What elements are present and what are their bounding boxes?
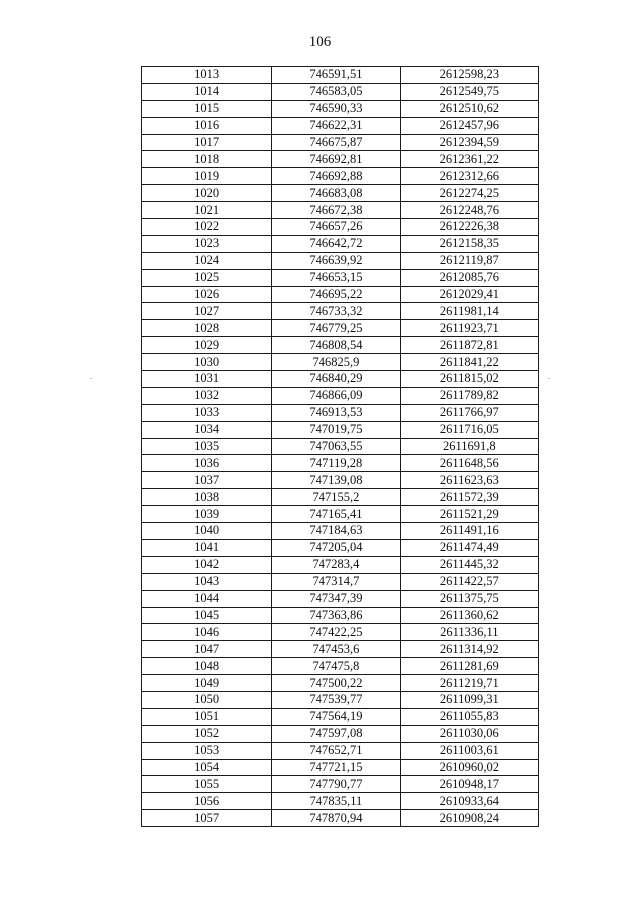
point-number-cell: 1047: [142, 641, 272, 658]
point-number-cell: 1050: [142, 691, 272, 708]
point-number-cell: 1021: [142, 202, 272, 219]
table-row: [142, 303, 539, 320]
x-coordinate-cell: 746590,33: [272, 100, 400, 117]
table-row: [142, 708, 539, 725]
point-number-cell: 1038: [142, 489, 272, 506]
table-row: [142, 624, 539, 641]
table-row: [142, 252, 539, 269]
x-coordinate-cell: 747063,55: [272, 438, 400, 455]
y-coordinate-cell: 2611981,14: [400, 303, 538, 320]
y-coordinate-cell: 2610960,02: [400, 759, 538, 776]
point-number-cell: 1048: [142, 658, 272, 675]
table-row: [142, 421, 539, 438]
x-coordinate-cell: 746840,29: [272, 371, 400, 388]
x-coordinate-cell: 746639,92: [272, 252, 400, 269]
point-number-cell: 1019: [142, 168, 272, 185]
point-number-cell: 1046: [142, 624, 272, 641]
y-coordinate-cell: 2612598,23: [400, 67, 538, 84]
x-coordinate-cell: 746913,53: [272, 404, 400, 421]
point-number-cell: 1029: [142, 337, 272, 354]
y-coordinate-cell: 2611923,71: [400, 320, 538, 337]
x-coordinate-cell: 746622,31: [272, 117, 400, 134]
x-coordinate-cell: 747347,39: [272, 590, 400, 607]
x-coordinate-cell: 746692,81: [272, 151, 400, 168]
x-coordinate-cell: 747155,2: [272, 489, 400, 506]
x-coordinate-cell: 747870,94: [272, 810, 400, 827]
table-row: [142, 286, 539, 303]
table-row: [142, 67, 539, 84]
table-row: [142, 320, 539, 337]
point-number-cell: 1023: [142, 235, 272, 252]
y-coordinate-cell: 2612248,76: [400, 202, 538, 219]
x-coordinate-cell: 747314,7: [272, 573, 400, 590]
table-row: [142, 371, 539, 388]
table-row: [142, 489, 539, 506]
point-number-cell: 1028: [142, 320, 272, 337]
point-number-cell: 1049: [142, 675, 272, 692]
y-coordinate-cell: 2611445,32: [400, 556, 538, 573]
point-number-cell: 1036: [142, 455, 272, 472]
table-row: [142, 590, 539, 607]
table-row: [142, 776, 539, 793]
x-coordinate-cell: 747475,8: [272, 658, 400, 675]
table-row: [142, 506, 539, 523]
table-row: [142, 168, 539, 185]
coordinates-table-body: [142, 67, 539, 827]
y-coordinate-cell: 2612029,41: [400, 286, 538, 303]
y-coordinate-cell: 2611716,05: [400, 421, 538, 438]
table-row: [142, 759, 539, 776]
point-number-cell: 1024: [142, 252, 272, 269]
point-number-cell: 1031: [142, 371, 272, 388]
y-coordinate-cell: 2611623,63: [400, 472, 538, 489]
table-row: [142, 641, 539, 658]
x-coordinate-cell: 747453,6: [272, 641, 400, 658]
table-row: [142, 354, 539, 371]
coordinates-table: [141, 66, 539, 827]
table-row: [142, 117, 539, 134]
table-row: [142, 219, 539, 236]
table-row: [142, 134, 539, 151]
table-row: [142, 387, 539, 404]
x-coordinate-cell: 746779,25: [272, 320, 400, 337]
table-row: [142, 556, 539, 573]
table-row: [142, 793, 539, 810]
y-coordinate-cell: 2611872,81: [400, 337, 538, 354]
y-coordinate-cell: 2611003,61: [400, 742, 538, 759]
y-coordinate-cell: 2611336,11: [400, 624, 538, 641]
point-number-cell: 1022: [142, 219, 272, 236]
point-number-cell: 1026: [142, 286, 272, 303]
table-row: [142, 202, 539, 219]
table-row: [142, 404, 539, 421]
table-row: [142, 607, 539, 624]
y-coordinate-cell: 2610908,24: [400, 810, 538, 827]
y-coordinate-cell: 2611030,06: [400, 725, 538, 742]
point-number-cell: 1030: [142, 354, 272, 371]
x-coordinate-cell: 746692,88: [272, 168, 400, 185]
point-number-cell: 1044: [142, 590, 272, 607]
point-number-cell: 1054: [142, 759, 272, 776]
y-coordinate-cell: 2612119,87: [400, 252, 538, 269]
x-coordinate-cell: 747283,4: [272, 556, 400, 573]
table-row: [142, 658, 539, 675]
x-coordinate-cell: 747539,77: [272, 691, 400, 708]
point-number-cell: 1041: [142, 539, 272, 556]
table-row: [142, 691, 539, 708]
point-number-cell: 1057: [142, 810, 272, 827]
y-coordinate-cell: 2611841,22: [400, 354, 538, 371]
y-coordinate-cell: 2611099,31: [400, 691, 538, 708]
x-coordinate-cell: 746695,22: [272, 286, 400, 303]
x-coordinate-cell: 747597,08: [272, 725, 400, 742]
y-coordinate-cell: 2611055,83: [400, 708, 538, 725]
x-coordinate-cell: 747165,41: [272, 506, 400, 523]
table-row: [142, 810, 539, 827]
x-coordinate-cell: 746672,38: [272, 202, 400, 219]
x-coordinate-cell: 747363,86: [272, 607, 400, 624]
y-coordinate-cell: 2611691,8: [400, 438, 538, 455]
y-coordinate-cell: 2611314,92: [400, 641, 538, 658]
y-coordinate-cell: 2611766,97: [400, 404, 538, 421]
x-coordinate-cell: 747652,71: [272, 742, 400, 759]
x-coordinate-cell: 746683,08: [272, 185, 400, 202]
table-row: [142, 539, 539, 556]
y-coordinate-cell: 2612457,96: [400, 117, 538, 134]
table-row: [142, 235, 539, 252]
table-row: [142, 472, 539, 489]
y-coordinate-cell: 2611281,69: [400, 658, 538, 675]
point-number-cell: 1056: [142, 793, 272, 810]
x-coordinate-cell: 746591,51: [272, 67, 400, 84]
y-coordinate-cell: 2612085,76: [400, 269, 538, 286]
x-coordinate-cell: 746642,72: [272, 235, 400, 252]
table-row: [142, 455, 539, 472]
scan-speck: [90, 378, 92, 379]
point-number-cell: 1053: [142, 742, 272, 759]
point-number-cell: 1018: [142, 151, 272, 168]
table-row: [142, 675, 539, 692]
x-coordinate-cell: 747500,22: [272, 675, 400, 692]
y-coordinate-cell: 2612226,38: [400, 219, 538, 236]
table-row: [142, 337, 539, 354]
point-number-cell: 1040: [142, 523, 272, 540]
y-coordinate-cell: 2611815,02: [400, 371, 538, 388]
point-number-cell: 1020: [142, 185, 272, 202]
x-coordinate-cell: 747564,19: [272, 708, 400, 725]
point-number-cell: 1013: [142, 67, 272, 84]
table-row: [142, 438, 539, 455]
table-row: [142, 725, 539, 742]
x-coordinate-cell: 747790,77: [272, 776, 400, 793]
table-row: [142, 185, 539, 202]
point-number-cell: 1043: [142, 573, 272, 590]
y-coordinate-cell: 2612510,62: [400, 100, 538, 117]
point-number-cell: 1039: [142, 506, 272, 523]
point-number-cell: 1014: [142, 83, 272, 100]
x-coordinate-cell: 747422,25: [272, 624, 400, 641]
x-coordinate-cell: 747205,04: [272, 539, 400, 556]
x-coordinate-cell: 747019,75: [272, 421, 400, 438]
point-number-cell: 1025: [142, 269, 272, 286]
table-row: [142, 523, 539, 540]
point-number-cell: 1033: [142, 404, 272, 421]
point-number-cell: 1035: [142, 438, 272, 455]
x-coordinate-cell: 747721,15: [272, 759, 400, 776]
point-number-cell: 1042: [142, 556, 272, 573]
y-coordinate-cell: 2612549,75: [400, 83, 538, 100]
point-number-cell: 1027: [142, 303, 272, 320]
y-coordinate-cell: 2611360,62: [400, 607, 538, 624]
y-coordinate-cell: 2612361,22: [400, 151, 538, 168]
point-number-cell: 1017: [142, 134, 272, 151]
point-number-cell: 1034: [142, 421, 272, 438]
y-coordinate-cell: 2611375,75: [400, 590, 538, 607]
x-coordinate-cell: 746653,15: [272, 269, 400, 286]
x-coordinate-cell: 746675,87: [272, 134, 400, 151]
x-coordinate-cell: 746657,26: [272, 219, 400, 236]
y-coordinate-cell: 2612158,35: [400, 235, 538, 252]
point-number-cell: 1037: [142, 472, 272, 489]
table-row: [142, 269, 539, 286]
table-row: [142, 742, 539, 759]
table-row: [142, 151, 539, 168]
x-coordinate-cell: 747184,63: [272, 523, 400, 540]
x-coordinate-cell: 746583,05: [272, 83, 400, 100]
point-number-cell: 1016: [142, 117, 272, 134]
point-number-cell: 1051: [142, 708, 272, 725]
y-coordinate-cell: 2612312,66: [400, 168, 538, 185]
y-coordinate-cell: 2611491,16: [400, 523, 538, 540]
point-number-cell: 1052: [142, 725, 272, 742]
y-coordinate-cell: 2612394,59: [400, 134, 538, 151]
y-coordinate-cell: 2611521,29: [400, 506, 538, 523]
x-coordinate-cell: 747835,11: [272, 793, 400, 810]
x-coordinate-cell: 747139,08: [272, 472, 400, 489]
x-coordinate-cell: 746733,32: [272, 303, 400, 320]
x-coordinate-cell: 746825,9: [272, 354, 400, 371]
x-coordinate-cell: 746866,09: [272, 387, 400, 404]
y-coordinate-cell: 2611648,56: [400, 455, 538, 472]
y-coordinate-cell: 2611422,57: [400, 573, 538, 590]
y-coordinate-cell: 2611474,49: [400, 539, 538, 556]
scan-speck: [548, 378, 550, 379]
y-coordinate-cell: 2611219,71: [400, 675, 538, 692]
table-row: [142, 573, 539, 590]
point-number-cell: 1045: [142, 607, 272, 624]
page-number: 106: [308, 34, 332, 50]
x-coordinate-cell: 747119,28: [272, 455, 400, 472]
table-row: [142, 83, 539, 100]
point-number-cell: 1055: [142, 776, 272, 793]
table-row: [142, 100, 539, 117]
x-coordinate-cell: 746808,54: [272, 337, 400, 354]
y-coordinate-cell: 2611789,82: [400, 387, 538, 404]
y-coordinate-cell: 2612274,25: [400, 185, 538, 202]
y-coordinate-cell: 2611572,39: [400, 489, 538, 506]
y-coordinate-cell: 2610933,64: [400, 793, 538, 810]
point-number-cell: 1015: [142, 100, 272, 117]
y-coordinate-cell: 2610948,17: [400, 776, 538, 793]
point-number-cell: 1032: [142, 387, 272, 404]
